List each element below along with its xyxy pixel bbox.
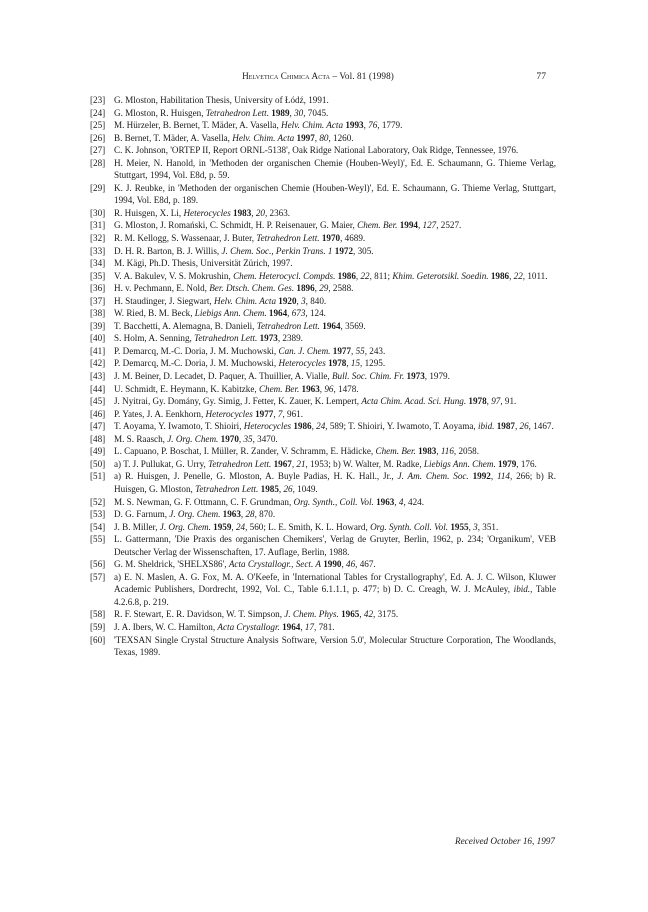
reference-text: ,: [238, 433, 244, 444]
journal-title: 22: [513, 270, 523, 281]
journal-title: Org. Synth. Coll. Vol.: [370, 521, 449, 532]
reference-number: [24]: [90, 107, 106, 118]
journal-title: Tetrahedron Lett.: [256, 233, 320, 244]
reference-item: [90, 634, 556, 659]
reference-text: R. Huisgen, X. Li,: [114, 207, 184, 218]
reference-text: ,: [363, 120, 369, 131]
journal-title: 22: [360, 270, 370, 281]
journal-title: Tetrahedron Lett.: [256, 320, 320, 331]
reference-number: [41]: [90, 345, 106, 356]
reference-number: [31]: [90, 220, 106, 231]
publication-year: 1990: [323, 559, 342, 570]
journal-title: 26: [519, 421, 529, 432]
reference-text: S. Holm, A. Senning,: [114, 333, 195, 344]
reference-text: , 3175.: [373, 609, 399, 620]
reference-text: T. Aoyama, Y. Iwamoto, T. Shioiri,: [114, 421, 244, 432]
reference-number: [27]: [90, 145, 106, 156]
reference-number: [33]: [90, 245, 106, 256]
reference-item: [90, 295, 556, 308]
journal-title: Ber. Dtsch. Chem. Ges.: [209, 283, 295, 294]
reference-item: [90, 320, 556, 333]
publication-year: 1967: [273, 458, 292, 469]
reference-item: [90, 307, 556, 320]
reference-number: [23]: [90, 95, 106, 105]
journal-title: 76: [368, 120, 378, 131]
reference-number: [52]: [90, 496, 106, 507]
reference-text: , 1478.: [333, 383, 359, 394]
journal-title: Acta Chim. Acad. Sci. Hung.: [361, 396, 467, 407]
reference-text: , 3470.: [252, 433, 278, 444]
journal-title: 46: [346, 559, 356, 570]
reference-text: ,: [394, 496, 399, 507]
reference-text: P. Yates, J. A. Eenkhorn,: [114, 408, 206, 419]
reference-text: P. Demarcq, M.-C. Doria, J. M. Muchowski,: [114, 358, 279, 369]
journal-title: J. Chem. Phys.: [284, 609, 339, 620]
reference-text: ,: [240, 509, 246, 520]
reference-item: [90, 270, 556, 283]
reference-text: M. Kägi, Ph.D. Thesis, Universität Zürich, 1997.: [114, 258, 293, 269]
publication-year: 1986: [293, 421, 312, 432]
reference-number: [37]: [90, 295, 106, 306]
reference-number: [60]: [90, 634, 106, 645]
publication-year: 1964: [268, 308, 288, 319]
journal-title: Chem. Ber.: [258, 383, 300, 394]
reference-text: L. Gattermann, 'Die Praxis des organischen Chemikers', Verlag de Gruyter, Berlin, 1962, p. 234; 'Organikum', VEB Deutscher Verlag der Wissenschaften, 17. Auflage, Berlin, 1988.: [114, 534, 556, 557]
reference-number: [25]: [90, 120, 106, 131]
reference-text: ,: [287, 308, 292, 319]
journal-title: 24: [316, 421, 326, 432]
journal-title: Tetrahedron Lett.: [205, 107, 269, 118]
publication-year: 1959: [213, 521, 232, 532]
reference-number: [55]: [90, 534, 106, 545]
publication-year: 1994: [399, 220, 418, 231]
journal-title: Tetrahedron Lett.: [195, 483, 259, 494]
publication-year: 1983: [233, 207, 252, 218]
publication-year: 1973: [406, 371, 425, 382]
publication-year: 1978: [328, 358, 347, 369]
reference-item: [90, 257, 556, 270]
reference-text: W. Ried, B. M. Beck,: [114, 308, 195, 319]
reference-number: [42]: [90, 358, 106, 369]
reference-text: , 2527.: [436, 220, 462, 231]
reference-text: M. Hürzeler, B. Bernet, T. Mäder, A. Vasella,: [114, 120, 282, 131]
reference-text: ,: [355, 270, 361, 281]
reference-item: [90, 521, 556, 534]
reference-item: [90, 245, 556, 258]
reference-text: , 1260.: [328, 132, 354, 143]
reference-text: , 4689.: [340, 233, 366, 244]
reference-number: [48]: [90, 433, 106, 444]
journal-title: 15: [350, 358, 361, 369]
reference-number: [30]: [90, 207, 106, 218]
reference-text: ,: [514, 421, 520, 432]
reference-text: ,: [509, 270, 514, 281]
journal-title: Heterocycles: [205, 408, 253, 419]
journal-title: Helv. Chim. Acta: [232, 132, 295, 143]
reference-text: P. Demarcq, M.-C. Doria, J. M. Muchowski,: [114, 345, 279, 356]
reference-text: , 811;: [369, 270, 393, 281]
journal-title: 80: [319, 132, 329, 143]
publication-year: 1997: [296, 132, 315, 143]
reference-text: H. Meier, N. Hanold, in 'Methoden der organischen Chemie (Houben-Weyl)', Ed. E. Schaumann, G. Thieme Verlag, Stuttgart, 1994, Vol. E8d, p. 59.: [114, 157, 556, 181]
reference-text: , 124.: [305, 308, 326, 319]
reference-item: [90, 458, 556, 471]
reference-item: [90, 395, 556, 408]
running-header: [90, 71, 546, 83]
journal-title: Tetrahedron Lett.: [194, 333, 258, 344]
reference-number: [51]: [90, 471, 106, 482]
journal-title: 673: [291, 308, 306, 319]
reference-text: , 467.: [355, 559, 376, 570]
journal-title: Can. J. Chem.: [278, 345, 331, 356]
journal-title: 42: [363, 609, 373, 620]
reference-text: , 781.: [314, 621, 335, 632]
reference-text: V. A. Bakulev, V. S. Mokrushin,: [114, 270, 234, 281]
reference-item: [90, 408, 556, 421]
reference-text: J. Nyitrai, Gy. Domány, Gy. Simig, J. Fetter, K. Zauer, K. Lempert,: [114, 396, 362, 407]
reference-text: M. S. Newman, G. F. Ottmann, C. F. Grundman,: [114, 496, 294, 507]
journal-title: 29: [319, 283, 329, 294]
journal-name: Helvetica Chimica Acta: [242, 71, 331, 81]
journal-title: 17: [304, 621, 314, 632]
reference-number: [56]: [90, 559, 106, 570]
reference-text: L. Capuano, P. Boschat, I. Müller, R. Zander, V. Schramm, E. Hädicke,: [114, 446, 376, 457]
publication-year: 1989: [271, 107, 290, 118]
publication-year: 1955: [450, 521, 469, 532]
page-number: 77: [536, 71, 546, 82]
journal-title: 20: [255, 207, 265, 218]
journal-title: Khim. Geterotsikl. Soedin.: [392, 270, 489, 281]
journal-title: 97: [491, 396, 501, 407]
reference-item: [90, 370, 556, 383]
publication-year: 1963: [376, 496, 395, 507]
reference-number: [43]: [90, 371, 106, 382]
publication-year: 1986: [337, 270, 356, 281]
journal-title: J. Org. Chem.: [169, 509, 221, 520]
reference-item: [90, 232, 556, 245]
reference-item: [90, 533, 556, 558]
reference-text: R. F. Stewart, E. R. Davidson, W. T. Simpson,: [114, 609, 285, 620]
reference-text: , 243.: [364, 345, 386, 356]
reference-text: T. Bacchetti, A. Alemagna, B. Danieli,: [114, 320, 257, 331]
reference-number: [50]: [90, 458, 106, 469]
reference-item: [90, 219, 556, 232]
publication-year: 1970: [321, 233, 341, 244]
reference-number: [34]: [90, 258, 106, 269]
reference-text: , 1295.: [360, 358, 386, 369]
reference-text: D. H. R. Barton, B. J. Willis,: [114, 245, 222, 256]
reference-number: [29]: [90, 182, 106, 193]
reference-number: [39]: [90, 320, 106, 331]
publication-year: 1987: [496, 421, 515, 432]
journal-title: J. Am. Chem. Soc.: [397, 471, 469, 482]
reference-number: [45]: [90, 396, 106, 407]
reference-item: [90, 433, 556, 446]
reference-item: [90, 558, 556, 571]
reference-item: [90, 508, 556, 521]
journal-title: J. Chem. Soc., Perkin Trans. 1: [221, 245, 333, 256]
reference-text: ,: [417, 220, 423, 231]
publication-year: 1983: [418, 446, 437, 457]
reference-text: ,: [273, 408, 278, 419]
reference-text: , 266; b) R. Huisgen, G. Mloston,: [114, 471, 557, 494]
reference-number: [28]: [90, 157, 106, 168]
reference-text: ,: [468, 521, 474, 532]
reference-text: , 1979.: [424, 371, 450, 382]
reference-text: R. M. Kellogg, S. Wassenaar, J. Buter,: [114, 233, 257, 244]
reference-text: H. Staudinger, J. Siegwart,: [114, 295, 214, 306]
reference-number: [54]: [90, 521, 106, 532]
reference-text: , 2588.: [328, 283, 354, 294]
journal-title: 114: [496, 471, 510, 482]
journal-title: Tetrahedron Lett.: [208, 458, 272, 469]
reference-text: H. v. Pechmann, E. Nold,: [114, 283, 210, 294]
publication-year: 1964: [322, 320, 341, 331]
reference-text: G. Mloston, Habilitation Thesis, University of Łódź, 1991.: [114, 95, 329, 105]
reference-number: [38]: [90, 308, 106, 319]
reference-item: [90, 383, 556, 396]
reference-text: , 870.: [254, 509, 276, 520]
reference-text: ,: [341, 559, 347, 570]
journal-title: 35: [243, 433, 253, 444]
journal-title: 7: [277, 408, 283, 419]
reference-text: , 1011.: [522, 270, 548, 281]
reference-item: [90, 157, 556, 182]
reference-text: G. Mloston, R. Huisgen,: [114, 107, 206, 118]
publication-year: 1964: [282, 621, 301, 632]
reference-item: [90, 621, 556, 634]
journal-title: Chem. Heterocycl. Compds.: [233, 270, 336, 281]
reference-text: , 1779.: [377, 120, 403, 131]
reference-number: [58]: [90, 609, 106, 620]
reference-text: ,: [351, 345, 356, 356]
reference-text: M. S. Raasch,: [114, 433, 168, 444]
journal-title: Liebigs Ann. Chem.: [194, 308, 267, 319]
reference-text: J. M. Beiner, D. Lecadet, D. Paquer, A. Thuillier, A. Vialle,: [114, 371, 332, 382]
journal-title: Bull. Soc. Chim. Fr.: [331, 371, 405, 382]
journal-title: Heterocycles: [243, 421, 292, 432]
reference-item: [90, 182, 556, 207]
reference-text: , 589; T. Shioiri, Y. Iwamoto, T. Aoyama,: [325, 421, 478, 432]
reference-item: [90, 345, 556, 358]
journal-title: ibid.: [477, 421, 495, 432]
journal-title: Helv. Chim. Acta: [214, 295, 277, 306]
reference-text: G. Mloston, J. Romański, C. Schmidt, H. P. Reisenauer, G. Maier,: [114, 220, 358, 231]
reference-text: ,: [319, 383, 325, 394]
reference-item: [90, 332, 556, 345]
journal-title: 26: [283, 483, 293, 494]
journal-title: Liebigs Ann. Chem.: [423, 458, 496, 469]
journal-title: 3: [473, 521, 478, 532]
reference-text: ,: [291, 458, 297, 469]
journal-title: 21: [296, 458, 306, 469]
reference-text: ,: [251, 207, 256, 218]
journal-title: J. Org. Chem.: [167, 433, 219, 444]
reference-text: B. Bernet, T. Mäder, A. Vasella,: [114, 132, 233, 143]
reference-item: [90, 470, 556, 495]
journal-title: Org. Synth., Coll. Vol.: [293, 496, 374, 507]
publication-year: 1896: [296, 283, 315, 294]
reference-text: , 176.: [516, 458, 537, 469]
reference-number: [36]: [90, 283, 106, 294]
journal-title: 4: [398, 496, 404, 507]
reference-text: , 305.: [353, 245, 374, 256]
reference-text: ,: [300, 621, 305, 632]
reference-item: [90, 132, 556, 145]
journal-title: 24: [235, 521, 246, 532]
reference-text: , 3569.: [340, 320, 366, 331]
reference-text: , Table 4.2.6.8, p. 219.: [114, 584, 557, 607]
reference-text: , 1049.: [292, 483, 318, 494]
publication-year: 1992: [472, 471, 491, 482]
reference-text: ,: [289, 107, 295, 118]
reference-text: , 1467.: [528, 421, 554, 432]
publication-year: 1993: [345, 120, 364, 131]
reference-text: ,: [359, 609, 364, 620]
running-title: [90, 71, 546, 81]
reference-item: [90, 94, 556, 107]
reference-text: , 961.: [282, 408, 303, 419]
publication-year: 1977: [255, 408, 274, 419]
journal-title: Chem. Ber.: [357, 220, 398, 231]
publication-year: 1978: [468, 396, 487, 407]
journal-title: 3: [301, 295, 306, 306]
reference-text: ,: [278, 483, 284, 494]
reference-item: [90, 207, 556, 220]
reference-text: ,: [486, 396, 492, 407]
journal-title: Acta Crystallogr.: [217, 621, 280, 632]
reference-text: , 2363.: [264, 207, 291, 218]
reference-text: J. B. Miller,: [114, 521, 160, 532]
reference-text: , 560; L. E. Smith, K. L. Howard,: [245, 521, 371, 532]
reference-text: ,: [231, 521, 236, 532]
publication-year: 1979: [498, 458, 517, 469]
reference-text: U. Schmidt, E. Heymann, K. Kabitzke,: [114, 383, 259, 394]
journal-title: Acta Crystallogr., Sect. A: [228, 559, 321, 570]
reference-list: [90, 94, 556, 659]
publication-year: 1970: [220, 433, 239, 444]
journal-title: 28: [245, 509, 255, 520]
reference-number: [40]: [90, 333, 106, 344]
reference-text: a) R. Huisgen, J. Penelle, G. Mloston, A. Buyle Padias, H. K. Hall., Jr.,: [114, 471, 398, 482]
reference-number: [46]: [90, 408, 106, 419]
reference-text: , 351.: [477, 521, 499, 532]
reference-text: a) T. J. Pullukat, G. Urry,: [114, 458, 209, 469]
reference-text: , 2058.: [453, 446, 479, 457]
reference-item: [90, 496, 556, 509]
reference-item: [90, 357, 556, 370]
reference-text: C. K. Johnson, 'ORTEP II, Report ORNL-5138', Oak Ridge National Laboratory, Oak Ridge, Tennessee, 1976.: [114, 145, 519, 156]
reference-number: [47]: [90, 421, 106, 432]
publication-year: 1986: [490, 270, 510, 281]
journal-volume: – Vol. 81 (1998): [330, 71, 394, 81]
reference-text: , 840.: [305, 295, 327, 306]
reference-number: [35]: [90, 270, 106, 281]
reference-text: ,: [311, 421, 317, 432]
publication-year: 1985: [260, 483, 279, 494]
reference-number: [59]: [90, 621, 106, 632]
reference-text: a) E. N. Maslen, A. G. Fox, M. A. O'Keefe, in 'International Tables for Crystallography', Ed. A. J. C. Wilson, Kluwer Academic Publishers, Dordrecht, 1992, Vol. C., Table 6.1.1.1, p. 477; b) D. C. Creagh, W. J. McAuley,: [114, 571, 556, 595]
publication-year: 1972: [334, 245, 353, 256]
reference-text: , 1953; b) W. Walter, M. Radke,: [305, 458, 424, 469]
reference-text: , 2389.: [277, 333, 303, 344]
reference-number: [44]: [90, 383, 106, 394]
journal-title: 30: [294, 107, 304, 118]
journal-title: ibid.: [513, 584, 531, 595]
reference-text: , 91.: [500, 396, 517, 407]
reference-text: , 424.: [403, 496, 424, 507]
publication-year: 1977: [332, 345, 351, 356]
reference-item: [90, 282, 556, 295]
reference-text: ,: [436, 446, 441, 457]
journal-title: Chem. Ber.: [375, 446, 416, 457]
received-date: Received October 16, 1997: [454, 836, 555, 846]
reference-item: [90, 107, 556, 120]
reference-text: ,: [296, 295, 302, 306]
reference-number: [57]: [90, 571, 106, 582]
reference-text: ,: [314, 283, 320, 294]
journal-title: Heterocycles: [183, 207, 231, 218]
reference-text: , 7045.: [303, 107, 329, 118]
journal-title: Helv. Chim. Acta: [281, 120, 344, 131]
reference-item: [90, 119, 556, 132]
publication-year: 1973: [259, 333, 278, 344]
reference-number: [53]: [90, 509, 106, 520]
reference-text: ,: [346, 358, 351, 369]
reference-text: D. G. Farnum,: [114, 509, 170, 520]
journal-title: 116: [440, 446, 454, 457]
journal-title: Heterocycles: [278, 358, 326, 369]
journal-title: 127: [422, 220, 437, 231]
reference-item: [90, 144, 556, 157]
publication-year: 1963: [301, 383, 320, 394]
reference-item: [90, 420, 556, 433]
reference-item: [90, 571, 556, 609]
journal-title: 55: [355, 345, 365, 356]
reference-text: J. A. Ibers, W. C. Hamilton,: [114, 621, 218, 632]
reference-text: G. M. Sheldrick, 'SHELXS86',: [114, 559, 229, 570]
publication-year: 1963: [222, 509, 241, 520]
reference-text: 'TEXSAN Single Crystal Structure Analysis Software, Version 5.0', Molecular Structure Corporation, The Woodlands, Texas, 1989.: [114, 634, 556, 658]
journal-title: 96: [324, 383, 334, 394]
publication-year: 1920: [278, 295, 297, 306]
reference-number: [32]: [90, 233, 106, 244]
reference-number: [26]: [90, 132, 106, 143]
reference-text: ,: [314, 132, 320, 143]
reference-number: [49]: [90, 446, 106, 457]
reference-item: [90, 445, 556, 458]
reference-text: ,: [490, 471, 497, 482]
publication-year: 1965: [341, 609, 360, 620]
reference-text: K. J. Reubke, in 'Methoden der organischen Chemie (Houben-Weyl)', Ed. E. Schaumann, G. Thieme Verlag, Stuttgart, 1994, Vol. E8d, p. 189.: [114, 182, 556, 206]
journal-title: J. Org. Chem.: [159, 521, 211, 532]
reference-item: [90, 608, 556, 621]
